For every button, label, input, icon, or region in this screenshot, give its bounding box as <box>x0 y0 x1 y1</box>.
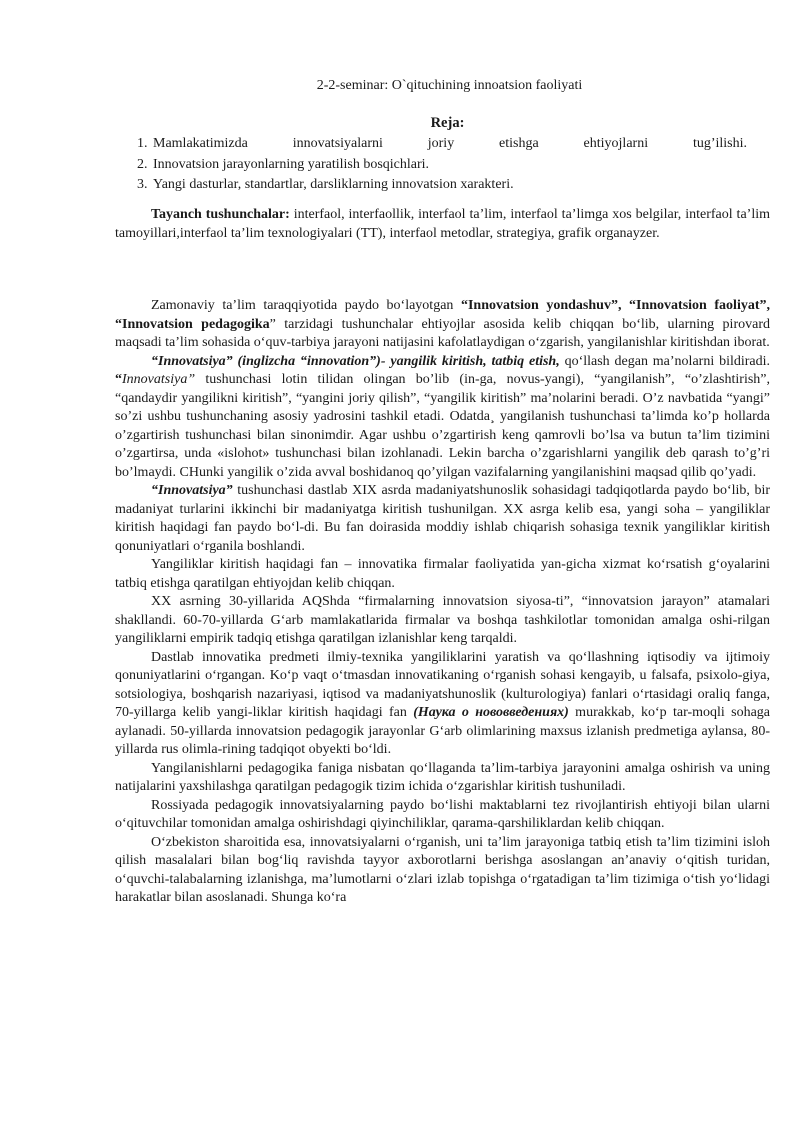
italic-term: Innovatsiya” <box>122 372 196 387</box>
text-run: Zamonaviy ta’lim taraqqiyotida paydo bo‘layotgan <box>151 298 461 313</box>
plan-item-number: 1. <box>137 136 148 151</box>
plan-item-text: Yangi dasturlar, standartlar, darsliklarning innovatsion xarakteri. <box>153 177 514 192</box>
key-terms-paragraph <box>115 206 770 243</box>
bold-italic-term: “Innovatsiya” <box>151 483 233 498</box>
plan-item-number: 2. <box>137 156 148 172</box>
key-terms-section <box>115 206 770 243</box>
paragraph <box>115 297 770 353</box>
plan-item <box>137 134 747 155</box>
paragraph <box>115 649 770 760</box>
text-run: tushunchasi lotin tilidan olingan bo’lib (in-ga, novus-yangi), “yangilanish”, “o’zlashtirish”, “qandaydir yangilikni kiritish”, “yangini joriy qilish”, “yangilik kiritish” ma’nolarini beradi. O’z navbatida “yangi” so’zi ushbu tushunchaning asosiy yadrosini tashkil etadi. Odatda¸ yangilanish tushunchasi ta’limda ko’p hollarda o’zgartirish tushunchasi bilan sinonimdir. Agar ushbu o’zgartirish keng qamrovli bo’lsa va butun ta’lim tizimini o’zgartirsa, unda «islohot» tushunchasi bilan izohlanadi. Lekin barcha o’zgarishlarni yangilik deb qarash to’g’ri bo’lmaydi. CHunki yangilik o’zida avval boshidanoq qo’yilgan vazifalarning yangilanishini maqsad qilib qo’yadi. <box>115 372 770 480</box>
key-terms-text: interfaol, interfaollik, interfaol ta’lim, interfaol ta’limga xos belgilar, interfaol ta’lim tamoyillari,interfaol ta’lim texnologiyalari (TT), interfaol metodlar, strategiya, grafik organayzer. <box>115 207 770 241</box>
paragraph: O‘zbekiston sharoitida esa, innovatsiyalarni o‘rganish, uni ta’lim jarayoniga tatbiq etish ta’lim tizimini isloh qilish masalalari bilan bog‘liq ravishda tayyor axborotlarni berishga asoslangan an’anaviy o‘qitish turidan, o‘quvchi-talabalarning izlanishga, ma’lumotlarni o‘zlari izlab topishga o‘rgatadigan ta’lim tizimiga o‘tish yo‘lidagi harakatlar bilan asoslanadi. Shunga ko‘ra <box>115 834 770 905</box>
bold-italic-term: (Наука о нововведениях) <box>413 705 569 720</box>
paragraph: Rossiyada pedagogik innovatsiyalarning paydo bo‘lishi maktablarni tez rivojlantirish ehtiyoji bilan ularni o‘qituvchilar tomonidan amalga oshirishdagi qiyinchiliklar, qarama-qarshiliklardan kelib chiqqan. <box>115 797 770 831</box>
plan-item-text: Innovatsion jarayonlarning yaratilish bosqichlari. <box>153 156 430 172</box>
plan-heading: Reja: <box>430 115 465 131</box>
bold-italic-term: “Innovatsiya” (inglizcha “innovation”)- yangilik kiritish, tatbiq etish, <box>151 353 560 369</box>
text-run: murakkab, ko‘p tar-moqli sohaga aylanadi. 50-yillarda innovatsion pedagogik jarayonlar G‘arb olimlarining maxsus izlanish predmetiga aylansa, 80-yillarda rus olimla-rining tadqiqot obyekti bo‘ldi. <box>115 705 770 757</box>
paragraph <box>115 482 770 556</box>
paragraph: Yangiliklar kiritish haqidagi fan – innovatika firmalar faoliyatida yan-gicha xizmat ko‘rsatish g‘oyalarini tatbiq etishga qaratilgan ehtiyojdan kelib chiqqan. <box>115 557 770 591</box>
text-run: qo‘llash degan ma’nolarni bildiradi. <box>559 353 770 369</box>
plan-item-number: 3. <box>137 177 148 192</box>
page-title: 2-2-seminar: O`qituchining innoatsion faoliyati <box>316 78 583 93</box>
key-terms-label: Tayanch tushunchalar: <box>151 207 290 222</box>
bold-quote: “ <box>115 372 122 387</box>
text-run: Dastlab innovatika predmeti ilmiy-texnika yangiliklarini yaratish va qo‘llashning iqtisodiy va ijtimoiy qonuniyatlarini o‘rgangan. Ko‘p vaqt o‘tmasdan innovatikaning o‘rganish sohasi kengayib, u falsafa, psixolo-giya, sotsiologiya, boshqarish nazariyasi, iqtisod va madaniyatshunoslik (kulturologiya) fanlari o‘rtasidagi oraliq fanga, 70-yillarga kelib yangi-liklar kiritish haqidagi fan <box>115 649 770 720</box>
body-text <box>115 297 770 908</box>
text-run: ” tarzidagi tushunchalar ehtiyojlar asosida kelib chiqqan bo‘lib, ularning pirovard maqsadi ta’lim sohasida o‘quv-tarbiya jarayoni natijasini kafolatlaydigan o‘zgarish, yangilanishlar kiritishdan iborat. <box>115 316 770 350</box>
plan-item <box>137 175 747 196</box>
paragraph: XX asrning 30-yillarida AQShda “firmalarning innovatsion siyosa-ti”, “innovatsion jarayon” atamalari shakllandi. 60-70-yillarda G‘arb mamlakatlarida firmalar va boshqa tashkilotlar tomonidan amalga oshi-rilgan yangiliklarni empirik tadqiq etishga qaratilgan izlanishlar keng tarqaldi. <box>115 594 770 646</box>
paragraph <box>115 353 770 483</box>
plan-list <box>137 134 747 196</box>
paragraph: Yangilanishlarni pedagogika faniga nisbatan qo‘llaganda ta’lim-tarbiya jarayonini amalga oshirish va uning natijalarini yaxshilashga qaratilgan pedagogik tizim ichida o‘zgarishlar kiritish tushuniladi. <box>115 760 770 794</box>
text-run: tushunchasi dastlab XIX asrda madaniyatshunoslik sohasidagi tadqiqotlarda paydo bo‘lib, bir madaniyat turlarini ikkinchi bir madaniyatga kiritish tushunilgan. XX asrga kelib esa, yangi soha – yangiliklar kiritish haqidagi fan paydo bo‘l-di. Bu fan doirasida moddiy ishlab chiqarish sohasiga texnik yangiliklar kiritish qonuniyatlari o‘rganila boshlandi. <box>115 483 770 554</box>
plan-item-text: Mamlakatimizda innovatsiyalarni joriy etishga ehtiyojlarni tug’ilishi. <box>153 136 747 151</box>
plan-item <box>137 155 747 176</box>
bold-term: “Innovatsion yondashuv”, “Innovatsion faoliyat”, “Innovatsion pedagogika <box>115 298 770 332</box>
